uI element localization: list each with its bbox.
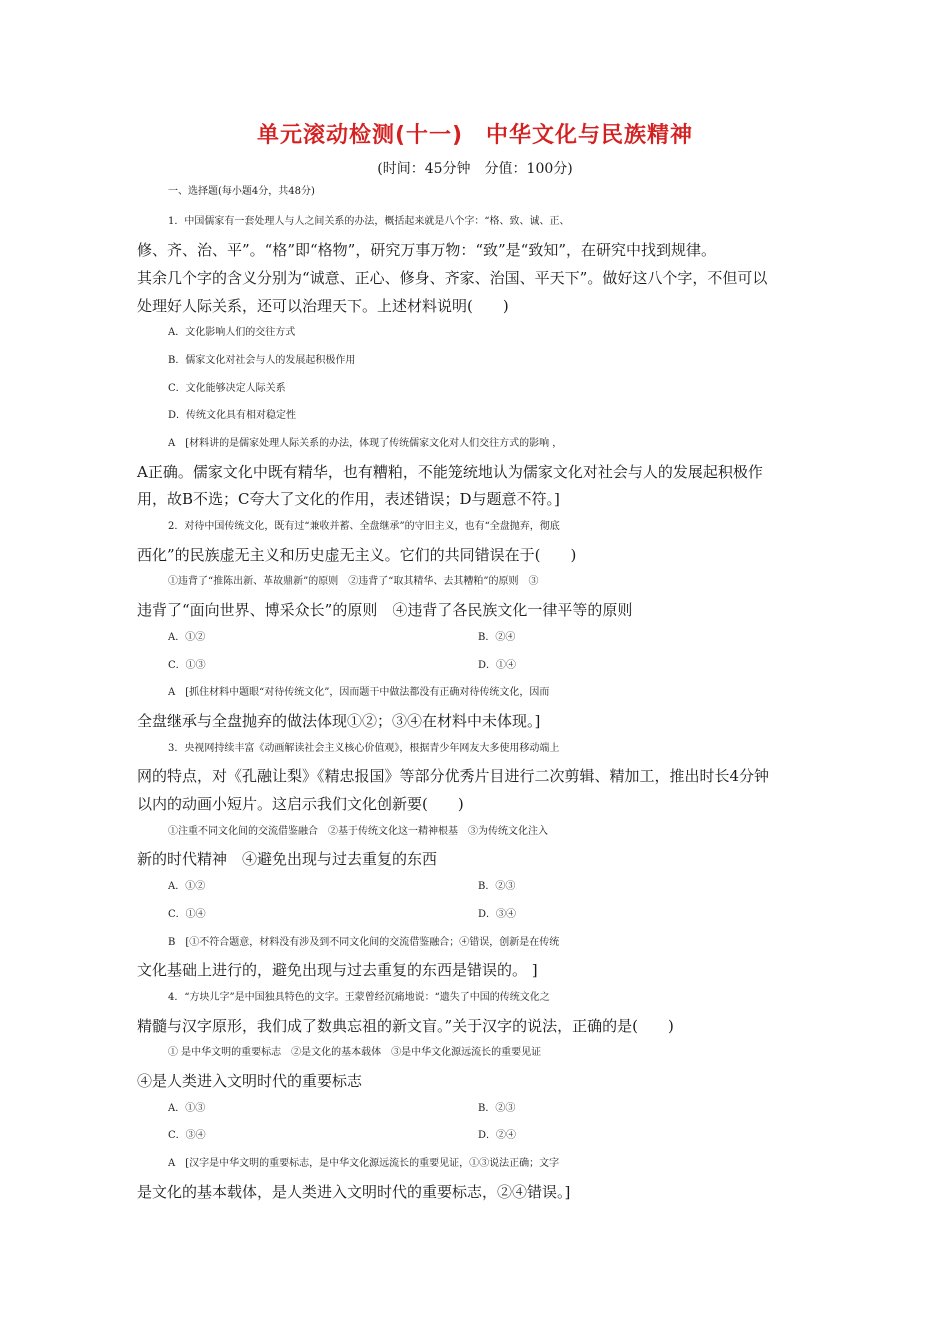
q1-answer-line: A正确。儒家文化中既有精华，也有糟粕，不能笼统地认为儒家文化对社会与人的发展起积极作 — [137, 463, 763, 481]
q3-option-c: C．①④ — [168, 909, 206, 920]
q1-stem-line: 1．中国儒家有一套处理人与人之间关系的办法，概括起来就是八个字：“格、致、诚、正、 — [168, 216, 570, 227]
q3-option-d: D．③④ — [478, 909, 517, 920]
q3-statement-line: 新的时代精神 ④避免出现与过去重复的东西 — [137, 850, 438, 868]
q2-option-c: C．①③ — [168, 660, 206, 671]
q2-statement-line: 违背了“面向世界、博采众长”的原则 ④违背了各民族文化一律平等的原则 — [137, 601, 633, 619]
q4-stem-line: 4．“方块儿字”是中国独具特色的文字。王蒙曾经沉痛地说：“遗失了中国的传统文化之 — [168, 992, 550, 1003]
q3-stem-line: 3．央视网持续丰富《动画解读社会主义核心价值观》，根据青少年网友大多使用移动端上 — [168, 743, 560, 754]
section-heading: 一、选择题(每小题4分，共48分) — [168, 186, 315, 197]
q1-stem-line: 修、齐、治、平”。“格”即“格物”，研究万事万物：“致”是“致知”，在研究中找到规律。 — [137, 241, 717, 259]
q1-option-a: A．文化影响人们的交往方式 — [168, 327, 296, 338]
q4-option-a: A．①③ — [168, 1103, 206, 1114]
q2-option-b: B．②④ — [478, 632, 516, 643]
q1-option-b: B．儒家文化对社会与人的发展起积极作用 — [168, 355, 356, 366]
q3-answer-line: B [①不符合题意，材料没有涉及到不同文化间的交流借鉴融合；④错误，创新是在传统 — [168, 937, 560, 948]
q2-answer-line: A [抓住材料中题眼“对待传统文化”，因而题干中做法都没有正确对待传统文化，因而 — [168, 687, 550, 698]
q1-stem-line: 处理好人际关系，还可以治理天下。上述材料说明( ) — [137, 297, 509, 315]
document-title: 单元滚动检测(十一) 中华文化与民族精神 — [256, 123, 694, 148]
q3-stem-line: 以内的动画小短片。这启示我们文化创新要( ) — [137, 795, 464, 813]
q4-option-b: B．②③ — [478, 1103, 516, 1114]
q4-stem-line: 精髓与汉字原形，我们成了数典忘祖的新文盲。”关于汉字的说法，正确的是( ) — [137, 1017, 674, 1035]
q2-answer-line: 全盘继承与全盘抛弃的做法体现①②；③④在材料中未体现。] — [137, 712, 541, 730]
q4-option-c: C．③④ — [168, 1130, 206, 1141]
q3-statement-line: ①注重不同文化间的交流借鉴融合 ②基于传统文化这一精神根基 ③为传统文化注入 — [168, 826, 548, 837]
q1-answer-line: A [材料讲的是儒家处理人际关系的办法，体现了传统儒家文化对人们交往方式的影响 ， — [168, 438, 563, 449]
q1-option-c: C．文化能够决定人际关系 — [168, 383, 286, 394]
q3-answer-line: 文化基础上进行的，避免出现与过去重复的东西是错误的。 ] — [137, 961, 538, 979]
q4-answer-line: 是文化的基本载体，是人类进入文明时代的重要标志，②④错误。] — [137, 1183, 571, 1201]
q4-statement-line: ④是人类进入文明时代的重要标志 — [137, 1072, 363, 1090]
q3-option-b: B．②③ — [478, 881, 516, 892]
q2-stem-line: 2．对待中国传统文化，既有过“兼收并蓄、全盘继承”的守旧主义，也有“全盘抛弃，彻底 — [168, 521, 560, 532]
q1-stem-line: 其余几个字的含义分别为“诚意、正心、修身、齐家、治国、平天下”。做好这八个字，不但可以 — [137, 269, 768, 287]
document-subtitle: (时间：45分钟 分值：100分) — [377, 161, 573, 177]
q2-option-d: D．①④ — [478, 660, 517, 671]
q1-option-d: D．传统文化具有相对稳定性 — [168, 410, 297, 421]
q4-option-d: D．②④ — [478, 1130, 517, 1141]
q2-option-a: A．①② — [168, 632, 206, 643]
q4-statement-line: ① 是中华文明的重要标志 ②是文化的基本载体 ③是中华文化源远流长的重要见证 — [168, 1047, 542, 1058]
q2-statement-line: ①违背了“推陈出新、革故鼎新”的原则 ②违背了“取其精华、去其糟粕”的原则 ③ — [168, 576, 539, 587]
q2-stem-line: 西化”的民族虚无主义和历史虚无主义。它们的共同错误在于( ) — [137, 546, 577, 564]
q3-stem-line: 网的特点，对《孔融让梨》《精忠报国》等部分优秀片目进行二次剪辑、精加工，推出时长4分钟 — [137, 767, 770, 785]
q1-answer-line: 用，故B不选；C夸大了文化的作用，表述错误；D与题意不符。] — [137, 490, 560, 508]
q4-answer-line: A [汉字是中华文明的重要标志，是中华文化源远流长的重要见证，①③说法正确；文字 — [168, 1158, 560, 1169]
q3-option-a: A．①② — [168, 881, 206, 892]
